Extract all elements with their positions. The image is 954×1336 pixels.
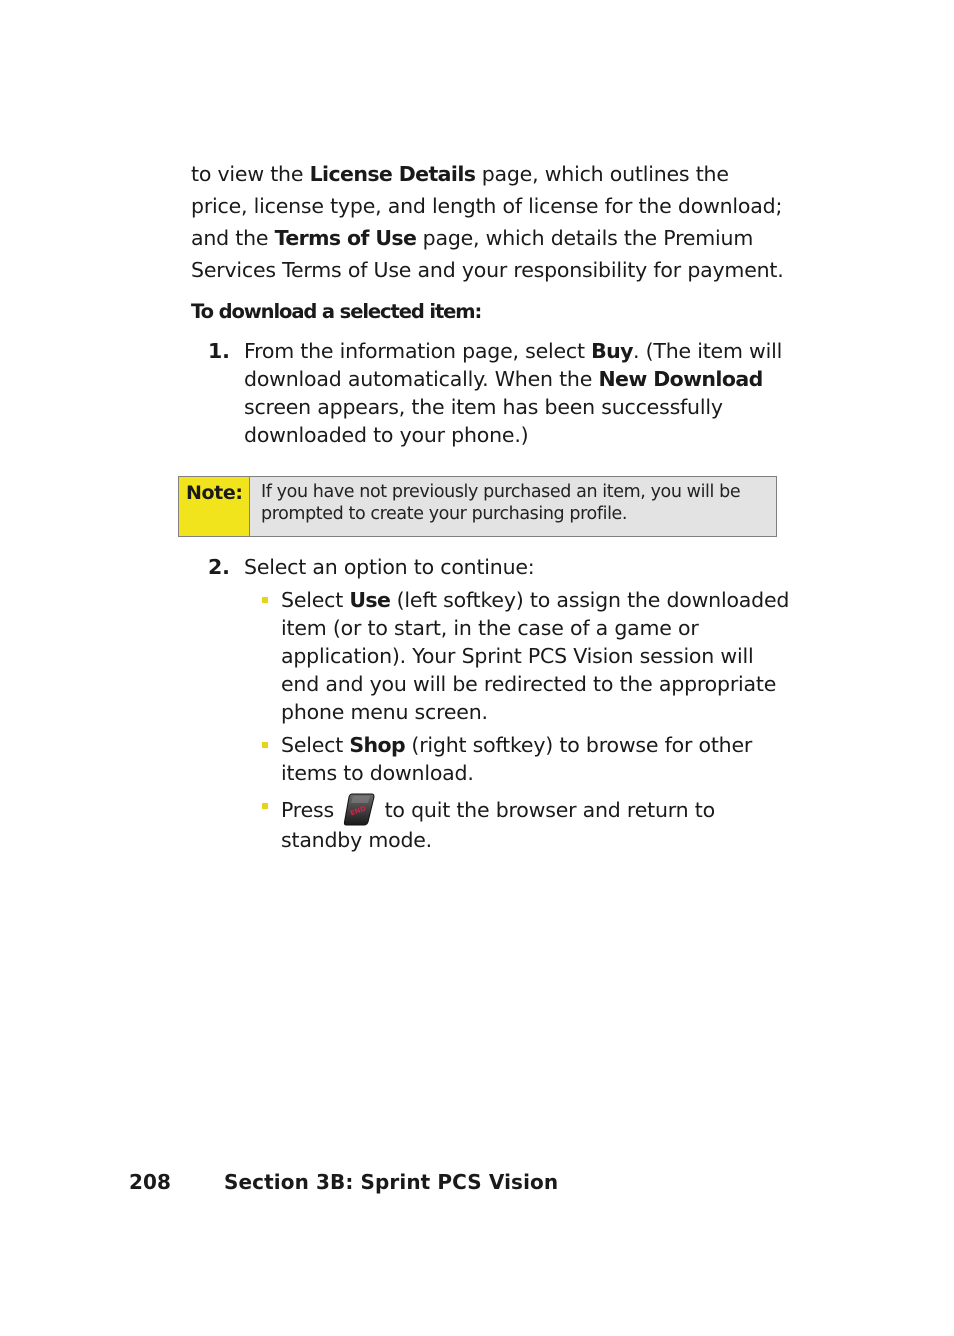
intro-text-1: to view the (191, 162, 310, 186)
note-text: If you have not previously purchased an item, you will be prompted to create your purchasing profile. (261, 482, 741, 524)
procedure-heading: To download a selected item: (191, 300, 482, 323)
page-number: 208 (129, 1170, 172, 1194)
svg-text:END: END (349, 804, 368, 818)
shop-term: Shop (349, 733, 406, 757)
license-details-term: License Details (309, 162, 476, 186)
bullet-icon (262, 803, 268, 809)
end-key-icon (343, 792, 375, 826)
step-number: 1. (208, 339, 230, 363)
note-label: Note: (179, 477, 250, 536)
buy-term: Buy (591, 339, 633, 363)
step-number: 2. (208, 555, 230, 579)
intro-text-3: page, which details the Premium Services Terms of Use and your responsibility for payment. (191, 226, 784, 282)
note-box (178, 476, 777, 537)
new-download-term: New Download (598, 367, 763, 391)
bullet-icon (262, 742, 268, 748)
intro-text-2: page, which outlines the price, license type, and length of license for the download; and the (191, 162, 783, 250)
use-term: Use (349, 588, 391, 612)
step-1-text: From the information page, select Buy. (The item will download automatically. When the New Download screen appears, the item has been successfully downloaded to your phone.) (244, 339, 783, 447)
bullet-icon (262, 597, 268, 603)
step-2-text: Select an option to continue: (244, 555, 535, 579)
terms-of-use-term: Terms of Use (274, 226, 417, 250)
intro-paragraph (191, 158, 791, 286)
manual-page: to view the License Details page, which outlines the price, license type, and length of license for the download; and the Terms of Use page, which details the Premium Services Terms of Use and your responsibility for payment. To download a selected item: 1. From the information page, select Buy. (The item will download automatically. When the New Download screen appears, the item has been successfully downloaded to your phone.) Note: If you have not previously purchased an item, you will be prompted to create your purchasing profile. 2. Select an option to continue: Select Use (left softkey) to assign the downloaded item (or to start, in the case of a game or application). Your Sprint PCS Vision session will end and you will be redirected to the appropriate phone menu screen. Select Shop (right softkey) to browse for other items to download. Press END to quit the browser and return to standby mode. 208 Section 3B: Sprint PCS Vision (0, 0, 954, 1336)
section-title: Section 3B: Sprint PCS Vision (224, 1170, 559, 1194)
